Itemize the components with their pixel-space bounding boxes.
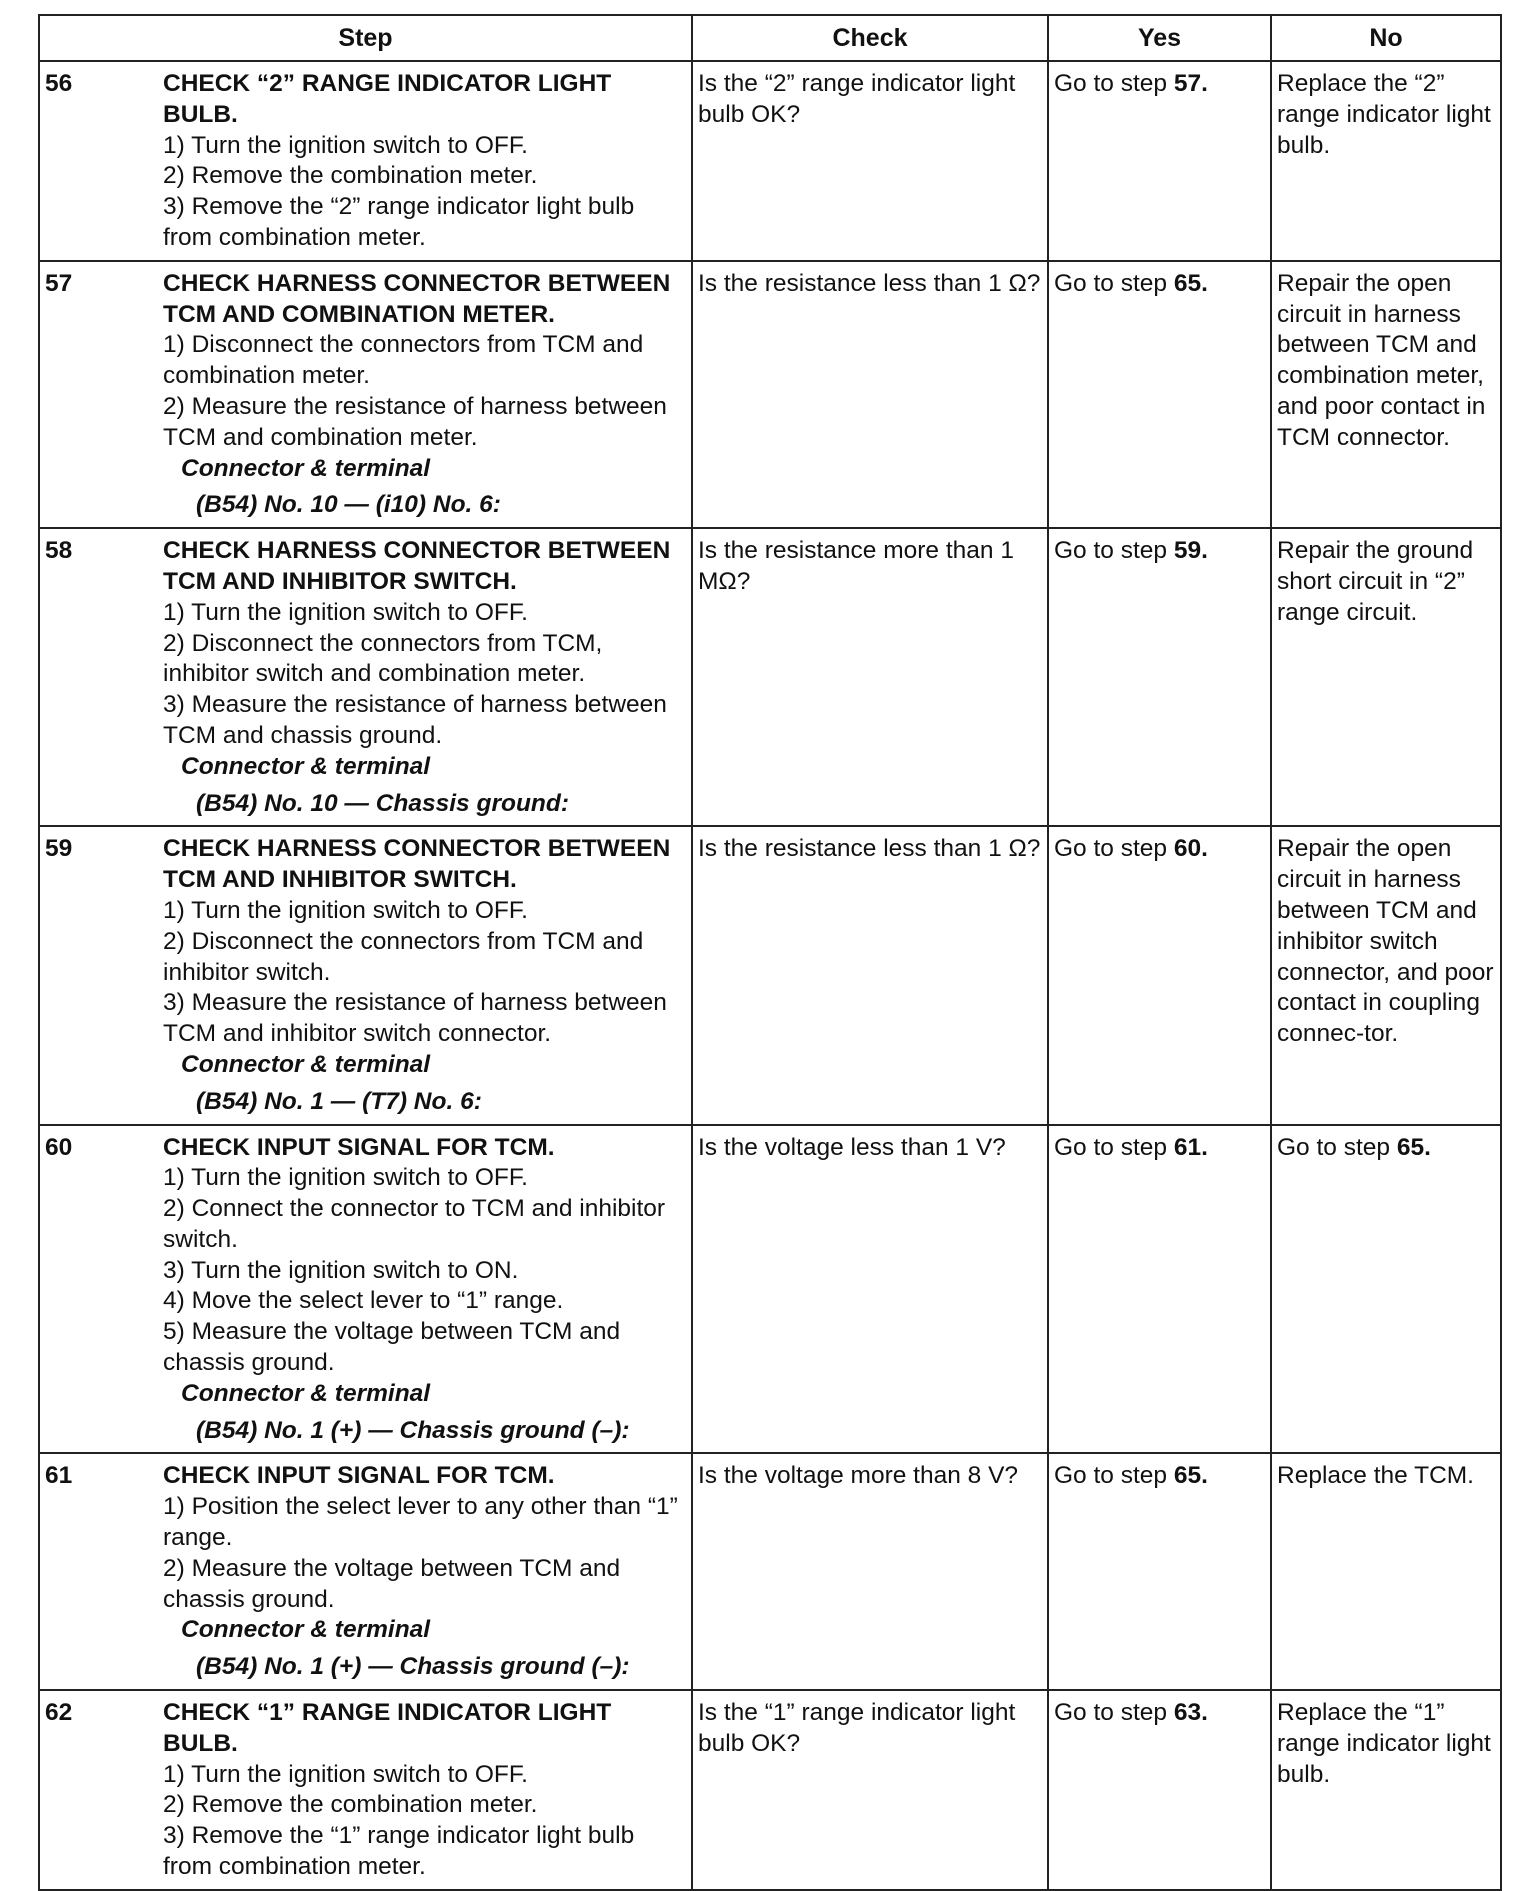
step-instructions — [163, 896, 686, 1050]
check-cell: Is the “2” range indicator light bulb OK? — [692, 61, 1048, 261]
step-title: CHECK HARNESS CONNECTOR BETWEEN TCM AND COMBINATION METER. — [163, 269, 671, 328]
no-cell — [1271, 1690, 1501, 1890]
header-no: No — [1271, 15, 1501, 61]
connector-heading: Connector & terminal — [181, 1050, 431, 1078]
check-cell: Is the voltage less than 1 V? — [692, 1125, 1048, 1454]
instruction-line: 2) Measure the resistance of harness between TCM and combination meter. — [163, 392, 667, 451]
connector-terminal: (B54) No. 1 (+) — Chassis ground (–): — [196, 1653, 630, 1681]
step-instructions — [163, 330, 686, 453]
step-title: CHECK INPUT SIGNAL FOR TCM. — [163, 1462, 555, 1490]
table-row — [39, 826, 1501, 1124]
step-number: 56 — [45, 70, 73, 97]
no-cell — [1271, 826, 1501, 1124]
yes-cell — [1048, 1453, 1271, 1690]
yes-cell — [1048, 826, 1271, 1124]
yes-step-number: 57. — [1173, 70, 1208, 97]
step-cell — [39, 528, 692, 826]
check-cell: Is the resistance more than 1 MΩ? — [692, 528, 1048, 826]
step-cell — [39, 1125, 692, 1454]
instruction-line: 2) Connect the connector to TCM and inhibitor switch. — [163, 1195, 666, 1253]
connector-heading: Connector & terminal — [181, 1379, 431, 1407]
yes-text: Go to step — [1054, 1699, 1174, 1727]
step-title: CHECK INPUT SIGNAL FOR TCM. — [163, 1133, 555, 1161]
step-instructions — [163, 1492, 686, 1615]
step-number: 59 — [45, 835, 73, 863]
yes-text: Go to step — [1054, 70, 1174, 97]
table-row — [39, 1690, 1501, 1890]
check-cell: Is the resistance less than 1 Ω? — [692, 826, 1048, 1124]
no-cell — [1271, 1125, 1501, 1454]
no-text: Replace the TCM. — [1277, 1462, 1474, 1490]
instruction-line: 2) Measure the voltage between TCM and chassis ground. — [163, 1554, 621, 1613]
step-title: CHECK HARNESS CONNECTOR BETWEEN TCM AND INHIBITOR SWITCH. — [163, 537, 671, 595]
procedure-table — [38, 14, 1502, 1891]
yes-step-number: 65. — [1173, 269, 1208, 297]
step-number: 58 — [45, 537, 73, 565]
no-text: Replace the “2” range indicator light bulb. — [1277, 70, 1491, 159]
step-cell — [39, 1690, 692, 1890]
step-number: 60 — [45, 1133, 73, 1161]
yes-step-number: 63. — [1173, 1699, 1208, 1727]
no-cell — [1271, 261, 1501, 528]
header-check: Check — [692, 15, 1048, 61]
instruction-line: 3) Remove the “2” range indicator light bulb from combination meter. — [163, 193, 635, 251]
header-row — [39, 15, 1501, 61]
check-cell: Is the voltage more than 8 V? — [692, 1453, 1048, 1690]
instruction-line: 1) Turn the ignition switch to OFF. — [163, 598, 528, 626]
instruction-line: 1) Turn the ignition switch to OFF. — [163, 131, 528, 159]
table-row — [39, 1125, 1501, 1454]
yes-text: Go to step — [1054, 1133, 1174, 1161]
connector-heading: Connector & terminal — [181, 454, 431, 482]
instruction-line: 1) Turn the ignition switch to OFF. — [163, 1760, 528, 1788]
yes-step-number: 65. — [1173, 1462, 1208, 1490]
yes-text: Go to step — [1054, 537, 1174, 565]
step-instructions — [163, 131, 686, 254]
no-cell — [1271, 61, 1501, 261]
yes-text: Go to step — [1054, 269, 1174, 297]
table-row — [39, 528, 1501, 826]
step-cell — [39, 826, 692, 1124]
yes-cell — [1048, 261, 1271, 528]
instruction-line: 2) Remove the combination meter. — [163, 162, 538, 190]
step-cell — [39, 261, 692, 528]
yes-step-number: 61. — [1173, 1133, 1208, 1161]
instruction-line: 3) Measure the resistance of harness between TCM and chassis ground. — [163, 691, 667, 749]
yes-step-number: 60. — [1173, 835, 1208, 863]
yes-cell — [1048, 1690, 1271, 1890]
no-text: Repair the ground short circuit in “2” range circuit. — [1277, 537, 1474, 626]
instruction-line: 2) Disconnect the connectors from TCM and inhibitor switch. — [163, 927, 644, 986]
step-number: 61 — [45, 1462, 73, 1490]
step-number: 57 — [45, 269, 73, 297]
yes-cell — [1048, 528, 1271, 826]
header-step: Step — [39, 15, 692, 61]
connector-terminal: (B54) No. 10 — Chassis ground: — [196, 789, 570, 817]
yes-cell — [1048, 61, 1271, 261]
check-cell: Is the “1” range indicator light bulb OK? — [692, 1690, 1048, 1890]
step-number: 62 — [45, 1699, 73, 1727]
connector-heading: Connector & terminal — [181, 752, 431, 780]
instruction-line: 5) Measure the voltage between TCM and chassis ground. — [163, 1318, 621, 1377]
step-title: CHECK “2” RANGE INDICATOR LIGHT BULB. — [163, 70, 612, 128]
yes-step-number: 59. — [1173, 537, 1208, 565]
yes-text: Go to step — [1054, 1462, 1174, 1490]
instruction-line: 4) Move the select lever to “1” range. — [163, 1287, 564, 1315]
yes-cell — [1048, 1125, 1271, 1454]
instruction-line: 1) Turn the ignition switch to OFF. — [163, 1164, 528, 1192]
diagnostic-procedure-table — [38, 14, 1500, 1891]
instruction-line: 1) Disconnect the connectors from TCM and combination meter. — [163, 331, 644, 390]
step-instructions — [163, 1760, 686, 1883]
step-title: CHECK “1” RANGE INDICATOR LIGHT BULB. — [163, 1699, 612, 1757]
instruction-line: 2) Disconnect the connectors from TCM, inhibitor switch and combination meter. — [163, 629, 603, 688]
table-row — [39, 1453, 1501, 1690]
no-text: Repair the open circuit in harness between TCM and combination meter, and poor contact in TCM connector. — [1277, 269, 1486, 451]
step-cell — [39, 1453, 692, 1690]
no-cell — [1271, 1453, 1501, 1690]
instruction-line: 3) Turn the ignition switch to ON. — [163, 1256, 519, 1284]
instruction-line: 3) Measure the resistance of harness between TCM and inhibitor switch connector. — [163, 989, 667, 1048]
connector-terminal: (B54) No. 10 — (i10) No. 6: — [196, 491, 501, 519]
instruction-line: 2) Remove the combination meter. — [163, 1791, 538, 1819]
step-cell — [39, 61, 692, 261]
no-text: Go to step — [1277, 1133, 1397, 1161]
check-cell: Is the resistance less than 1 Ω? — [692, 261, 1048, 528]
no-step-number: 65. — [1396, 1133, 1431, 1161]
no-cell — [1271, 528, 1501, 826]
step-instructions — [163, 1163, 686, 1379]
instruction-line: 1) Turn the ignition switch to OFF. — [163, 896, 528, 924]
instruction-line: 3) Remove the “1” range indicator light bulb from combination meter. — [163, 1822, 635, 1881]
step-title: CHECK HARNESS CONNECTOR BETWEEN TCM AND INHIBITOR SWITCH. — [163, 835, 671, 894]
connector-terminal: (B54) No. 1 (+) — Chassis ground (–): — [196, 1416, 630, 1444]
table-row — [39, 261, 1501, 528]
step-instructions — [163, 598, 686, 752]
yes-text: Go to step — [1054, 835, 1174, 863]
connector-terminal: (B54) No. 1 — (T7) No. 6: — [196, 1087, 482, 1115]
instruction-line: 1) Position the select lever to any other than “1” range. — [163, 1493, 678, 1552]
no-text: Replace the “1” range indicator light bulb. — [1277, 1699, 1491, 1788]
table-row — [39, 61, 1501, 261]
no-text: Repair the open circuit in harness between TCM and inhibitor switch connector, and poor contact in coupling connec-tor. — [1277, 835, 1494, 1048]
header-yes: Yes — [1048, 15, 1271, 61]
connector-heading: Connector & terminal — [181, 1616, 431, 1644]
